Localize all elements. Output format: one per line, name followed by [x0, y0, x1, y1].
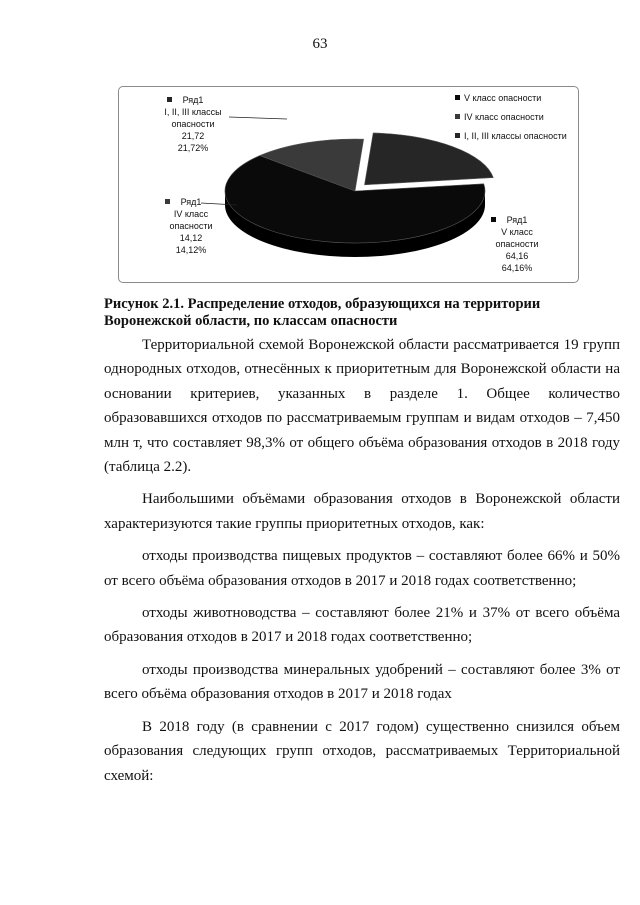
legend-entry: V класс опасности	[464, 93, 542, 103]
data-label	[491, 215, 539, 273]
data-label-line: 14,12	[179, 233, 203, 243]
leader-line	[229, 117, 287, 119]
data-label-series: Ряд1	[506, 215, 528, 225]
data-label-line: I, II, III классы	[164, 107, 222, 117]
paragraph: отходы животноводства – составляют более 21% и 37% от всего объёма образования отходов в 2017 и 2018 годах соответственно;	[104, 605, 620, 646]
data-label-series: Ряд1	[182, 95, 204, 105]
data-label-swatch	[491, 217, 496, 222]
paragraph: В 2018 году (в сравнении с 2017 годом) существенно снизился объем образования следующих групп отходов, рассматриваемых Территориальной схемой:	[104, 718, 620, 784]
data-label-line: IV класс	[173, 209, 209, 219]
legend-swatch	[455, 114, 460, 119]
legend-swatch	[455, 133, 460, 138]
data-label	[164, 95, 221, 153]
paragraph: отходы производства пищевых продуктов – составляют более 66% и 50% от всего объёма образования отходов в 2017 и 2018 годах соответственно;	[104, 548, 620, 589]
data-label-line: 14,12%	[175, 245, 207, 255]
data-label-swatch	[165, 199, 170, 204]
data-label-line: опасности	[495, 239, 539, 249]
data-label-line: 21,72	[181, 131, 205, 141]
legend-entry: IV класс опасности	[464, 112, 544, 122]
legend-entry: I, II, III классы опасности	[464, 131, 567, 141]
caption-line-1: Рисунок 2.1. Распределение отходов, образующихся на территории	[104, 296, 541, 312]
page-number: 63	[312, 36, 328, 52]
data-label-swatch	[167, 97, 172, 102]
data-label-line: 21,72%	[177, 143, 209, 153]
pie-chart	[119, 87, 578, 282]
legend-swatch	[455, 95, 460, 100]
data-label-line: 64,16	[505, 251, 529, 261]
paragraph: отходы производства минеральных удобрений – составляют более 3% от всего объёма образования отходов в 2017 и 2018 годах	[104, 661, 620, 703]
data-label-line: опасности	[169, 221, 213, 231]
chart-frame	[118, 86, 579, 283]
data-label-series: Ряд1	[180, 197, 202, 207]
data-label-line: V класс	[501, 227, 533, 237]
caption-line-2: Воронежской области, по классам опасности	[104, 313, 398, 329]
data-label-line: опасности	[171, 119, 215, 129]
data-label-line: 64,16%	[501, 263, 533, 273]
figure-caption	[104, 296, 574, 330]
paragraph: Наибольшими объёмами образования отходов в Воронежской области характеризуются такие группы приоритетных отходов, как:	[104, 491, 620, 532]
body-text	[104, 333, 620, 788]
data-label	[165, 197, 213, 255]
paragraph: Территориальной схемой Воронежской области рассматривается 19 групп однородных отходов, отнесённых к приоритетным для Воронежской области на основании критериев, указанных в разделе 1. Общее количество образовавшихся отходов по рассматриваемым группам и видам отходов – 7,450 млн т, что составляет 98,3% от общего объёма образования отходов в 2018 году (таблица 2.2).	[104, 337, 620, 476]
